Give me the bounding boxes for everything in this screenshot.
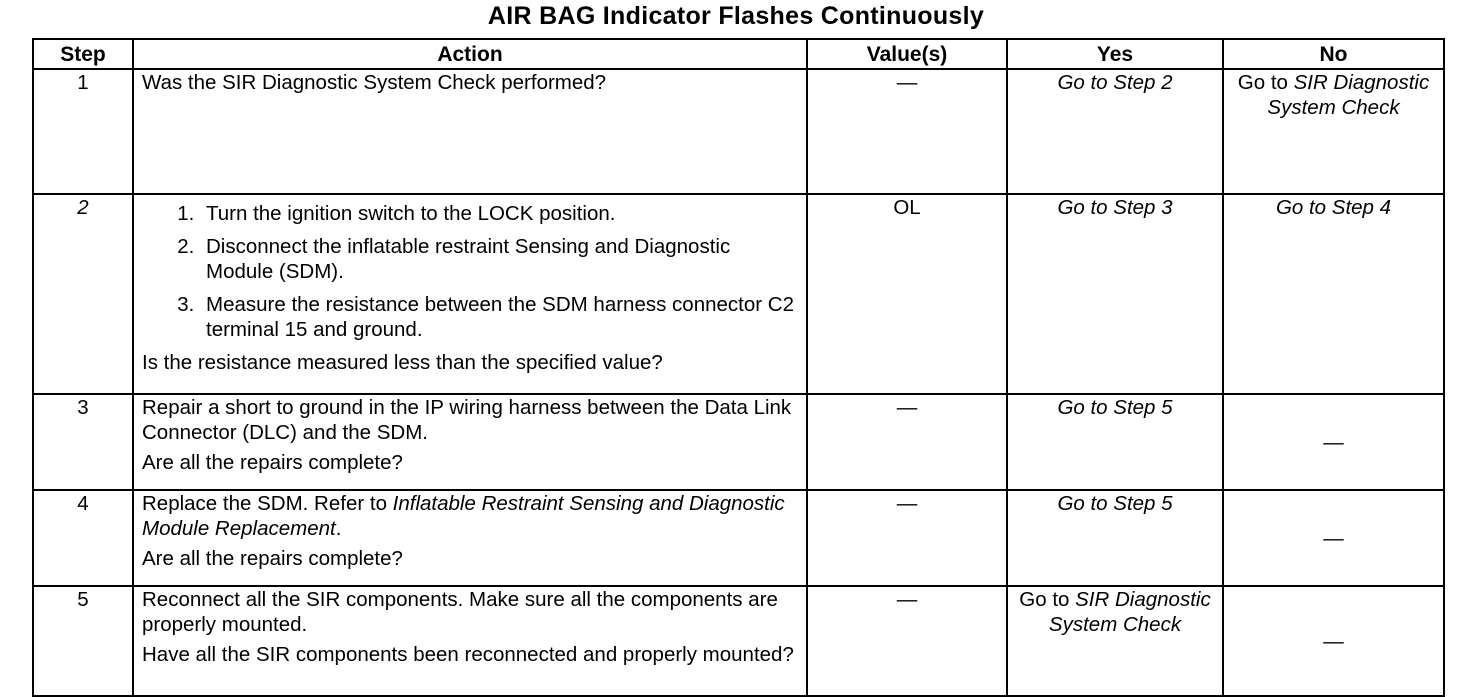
action-cell [133,490,807,586]
step-number: 1 [33,69,133,194]
no-cell: — [1223,394,1444,490]
no-cell[interactable] [1223,69,1444,194]
table-row [33,69,1444,194]
action-step-list [142,201,798,342]
table-row [33,490,1444,586]
procedure-link[interactable]: Inflatable Restraint Sensing and Diagnostic Module Replacement [142,492,785,540]
yes-cell[interactable]: Go to Step 5 [1007,490,1223,586]
action-question: Was the SIR Diagnostic System Check performed? [142,71,607,94]
value-cell: — [807,394,1007,490]
action-cell [133,69,807,194]
diagnostic-table [32,38,1445,697]
value-cell: OL [807,194,1007,394]
no-link[interactable]: SIR Diagnostic System Check [1267,71,1430,119]
header-action: Action [133,39,807,69]
table-row [33,394,1444,490]
no-cell[interactable]: Go to Step 4 [1223,194,1444,394]
yes-cell[interactable]: Go to Step 5 [1007,394,1223,490]
no-prefix: Go to [1237,71,1294,94]
yes-cell[interactable]: Go to Step 2 [1007,69,1223,194]
action-step: 1. Turn the ignition switch to the LOCK position. [200,201,798,226]
no-cell: — [1223,586,1444,696]
no-cell: — [1223,490,1444,586]
action-step: 3. Measure the resistance between the SDM harness connector C2 terminal 15 and ground. [200,292,798,342]
action-cell [133,586,807,696]
header-step: Step [33,39,133,69]
value-cell: — [807,586,1007,696]
action-question: Have all the SIR components been reconnected and properly mounted? [142,643,794,666]
header-no: No [1223,39,1444,69]
action-text-suffix: . [335,517,342,540]
table-row [33,194,1444,394]
header-row [33,39,1444,69]
value-cell: — [807,490,1007,586]
page-title: AIR BAG Indicator Flashes Continuously [487,2,985,30]
action-question: Is the resistance measured less than the specified value? [142,351,663,374]
action-question: Are all the repairs complete? [142,547,403,570]
action-cell [133,194,807,394]
step-number: 5 [33,586,133,696]
step-number: 4 [33,490,133,586]
value-cell: — [807,69,1007,194]
action-question: Are all the repairs complete? [142,451,403,474]
yes-cell[interactable] [1007,586,1223,696]
action-text [142,491,798,541]
action-text-prefix: Replace the SDM. Refer to [142,492,393,515]
action-step: 2. Disconnect the inflatable restraint Sensing and Diagnostic Module (SDM). [200,234,798,284]
table-row [33,586,1444,696]
header-values: Value(s) [807,39,1007,69]
header-yes: Yes [1007,39,1223,69]
yes-prefix: Go to [1019,588,1076,611]
action-text: Reconnect all the SIR components. Make sure all the components are properly mounted. [142,588,778,636]
step-number: 3 [33,394,133,490]
yes-cell[interactable]: Go to Step 3 [1007,194,1223,394]
yes-link[interactable]: SIR Diagnostic System Check [1048,588,1211,636]
action-cell [133,394,807,490]
step-number: 2 [33,194,133,394]
action-text: Repair a short to ground in the IP wiring harness between the Data Link Connector (DLC) and the SDM. [142,396,792,444]
